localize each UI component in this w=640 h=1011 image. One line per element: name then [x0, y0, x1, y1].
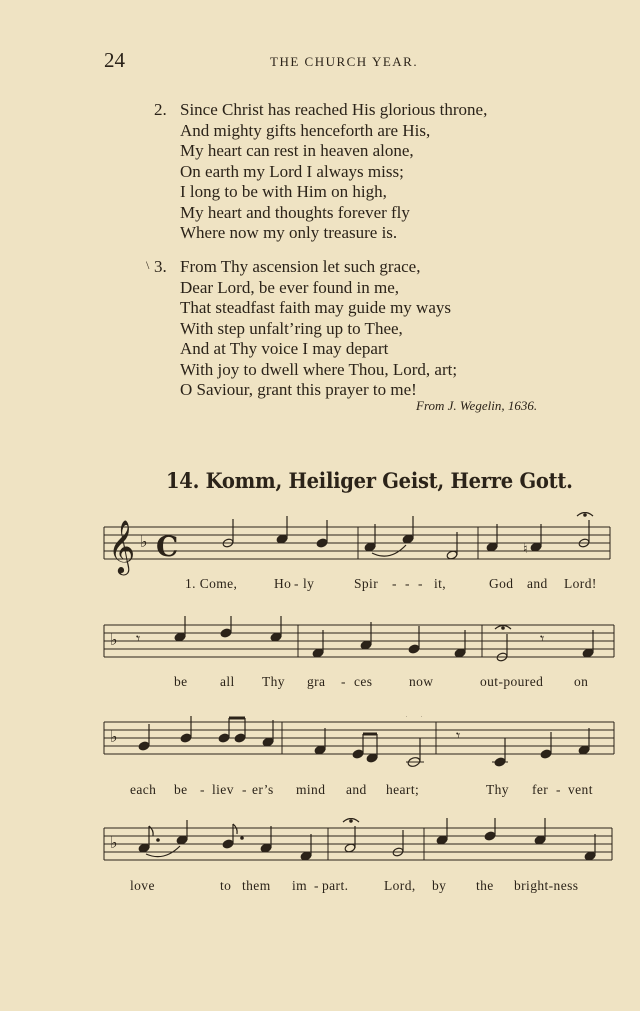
lyric-syllable: heart; — [386, 782, 420, 797]
lyric-syllable: God — [489, 576, 514, 591]
common-time-icon: C — [156, 530, 179, 563]
lyric-syllable: out-poured — [480, 674, 544, 689]
lyric-syllable: - — [556, 782, 561, 797]
staff-4 — [100, 818, 616, 884]
flat-icon: ♭ — [140, 532, 148, 551]
lyric-syllable: - — [405, 576, 410, 591]
staff-1 — [100, 512, 616, 578]
running-head: THE CHURCH YEAR. — [270, 54, 419, 69]
lyric-syllable: Spir — [354, 576, 379, 591]
lyric-syllable: and — [346, 782, 367, 797]
stanza-number: 2. — [154, 100, 167, 119]
lyric-syllable: liev — [212, 782, 234, 797]
rest-icon: 𝄾 — [456, 726, 461, 745]
music-system-1 — [100, 512, 616, 602]
lyric-syllable: it, — [434, 576, 447, 591]
verse-line: I long to be with Him on high, — [180, 182, 387, 201]
staff-3 — [100, 716, 616, 782]
lyric-syllable: Ho — [274, 576, 292, 591]
verse-line: Dear Lord, be ever found in me, — [180, 277, 400, 297]
lyric-syllable: - — [294, 576, 299, 591]
staff-2 — [100, 616, 616, 676]
lyric-syllable: now — [409, 674, 434, 689]
lyric-syllable: mind — [296, 782, 326, 797]
lyric-syllable: Lord! — [564, 576, 597, 591]
lyric-syllable: - — [392, 576, 397, 591]
lyric-syllable: - — [200, 782, 205, 797]
lyric-syllable: ly — [303, 576, 315, 591]
lyric-syllable: on — [574, 674, 589, 689]
lyric-syllable: - — [418, 576, 423, 591]
verse-line: That steadfast faith may guide my ways — [180, 298, 451, 317]
lyric-syllable: er’s — [252, 782, 274, 797]
lyric-syllable: - — [341, 674, 346, 689]
verse-line: With joy to dwell where Thou, Lord, art; — [180, 359, 458, 379]
lyric-syllable: them — [242, 878, 271, 893]
lyric-syllable: love — [130, 878, 155, 893]
lyric-syllable: to — [220, 878, 232, 893]
verse-line: With step unfalt’ring up to Thee, — [180, 318, 403, 338]
music-system-4 — [100, 818, 616, 908]
lyric-syllable: be — [174, 782, 188, 797]
lyric-syllable: bright-ness — [514, 878, 579, 893]
flat-icon: ♭ — [110, 727, 118, 746]
lyric-syllable: 1. Come, — [185, 576, 238, 591]
lyric-syllable: by — [432, 878, 447, 893]
lyric-syllable: Thy — [262, 674, 285, 689]
lyric-syllable: and — [527, 576, 548, 591]
lyric-syllable: ces — [354, 674, 373, 689]
lyric-syllable: each — [130, 782, 157, 797]
stanza-number: 3. — [154, 257, 167, 276]
lyric-syllable: Thy — [486, 782, 509, 797]
verse-line: Since Christ has reached His glorious throne, — [180, 100, 488, 119]
lyric-syllable: the — [476, 878, 494, 893]
lyric-syllable: im — [292, 878, 308, 893]
attribution: From J. Wegelin, 1636. — [416, 398, 538, 413]
stanza-mark: \ — [146, 258, 150, 272]
flat-icon: ♭ — [110, 630, 118, 649]
lyric-syllable: - — [242, 782, 247, 797]
hymn-title: 14. Komm, Heiliger Geist, Herre Gott. — [166, 468, 573, 493]
stanza-2 — [154, 100, 488, 244]
lyric-syllable: part. — [322, 878, 349, 893]
lyric-syllable: be — [174, 674, 188, 689]
page-number: 24 — [104, 48, 125, 72]
treble-clef-icon: 𝄞 — [108, 519, 136, 573]
verse-line: From Thy ascension let such grace, — [180, 257, 421, 276]
lyric-syllable: vent — [568, 782, 593, 797]
lyric-syllable: - — [314, 878, 319, 893]
stanza-3 — [154, 257, 458, 401]
lyric-syllable: Lord, — [384, 878, 416, 893]
verse-line: My heart can rest in heaven alone, — [180, 141, 414, 160]
rest-icon: 𝄾 — [136, 629, 141, 648]
music-system-3 — [100, 716, 616, 806]
verse-line: And mighty gifts henceforth are His, — [180, 120, 431, 140]
lyric-syllable: fer — [532, 782, 549, 797]
natural-icon: ♮ — [523, 542, 528, 557]
music-system-2 — [100, 616, 616, 706]
verse-line: Where now my only treasure is. — [180, 223, 398, 242]
verse-line: O Saviour, grant this prayer to me! — [180, 380, 417, 399]
verse-line: My heart and thoughts forever fly — [180, 202, 410, 222]
verse-line: And at Thy voice I may depart — [180, 339, 389, 358]
rest-icon: 𝄾 — [540, 629, 545, 648]
verse-line: On earth my Lord I always miss; — [180, 161, 404, 181]
lyric-syllable: all — [220, 674, 235, 689]
lyric-syllable: gra — [307, 674, 326, 689]
flat-icon: ♭ — [110, 833, 118, 852]
